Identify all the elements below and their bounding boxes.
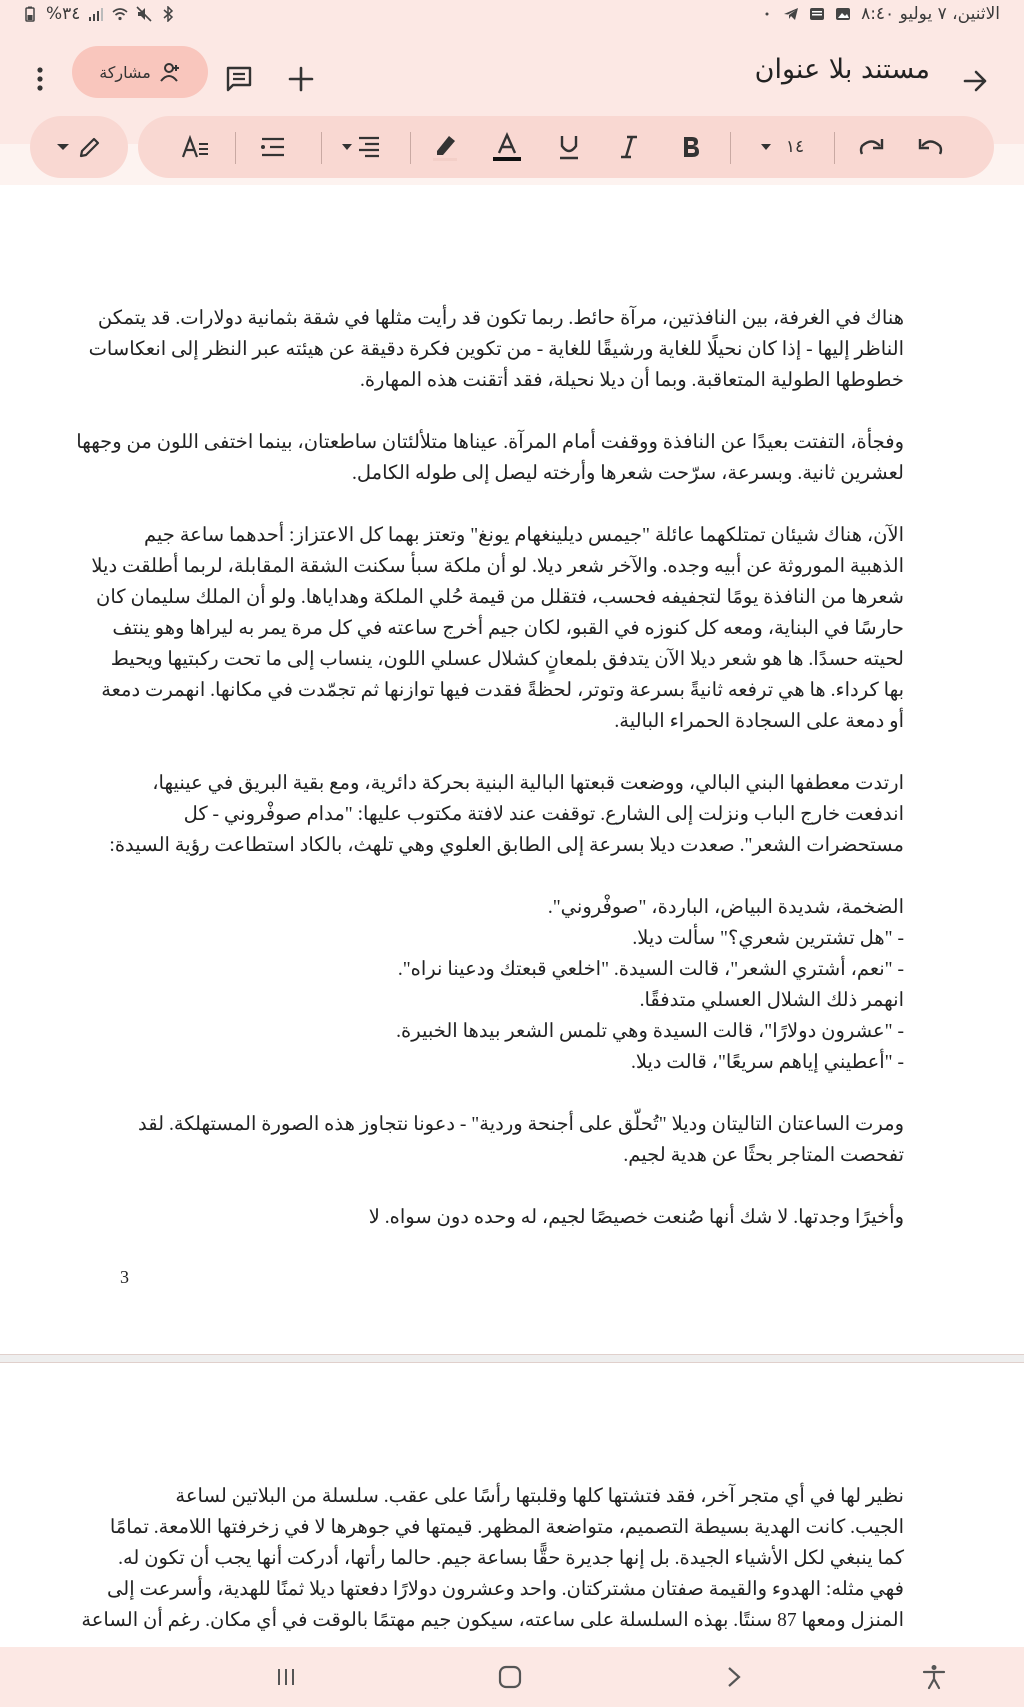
highlight-button[interactable] [422,116,468,178]
signal-icon [88,6,104,22]
align-right-icon [357,136,381,158]
text-color-button[interactable] [484,116,530,178]
italic-icon [619,135,639,159]
text-format-icon [181,135,209,159]
page-body[interactable] [76,303,904,1264]
insert-button[interactable] [276,54,326,104]
italic-button[interactable] [606,116,652,178]
paragraph [120,892,904,1078]
status-right [765,4,1000,24]
telegram-icon [783,6,799,22]
text-line: وفجأة، التفتت بعيدًا عن النافذة ووقفت أمام المرآة. عيناها متلألئتان ساطعتان، بينما اختفى اللون من وجهها [76,432,904,453]
format-toolbar [138,116,994,178]
text-line: المنزل ومعها 87 سنتًا. بهذه السلسلة على ساعته، سيكون جيم مهتمًا بالوقت في أي مكان. رغم أن الساعة [81,1610,904,1631]
paragraph [109,768,904,861]
text-line: هناك في الغرفة، بين النافذتين، مرآة حائط. ربما تكون قد رأيت مثلها في شقة بثمانية دولارات. قد يتمكن [97,308,904,329]
list-button[interactable] [250,116,296,178]
align-button[interactable] [334,116,388,178]
pencil-icon [78,135,102,159]
text-line: الآن، هناك شيئان تمتلكهما عائلة "جيمس ديلينغهام يونغ" وتعتز بهما كل الاعتزاز: أحدهما ساعة جيم [143,525,904,546]
text-line: الضخمة، شديدة البياض، الباردة، "صوفْروني". [547,897,904,918]
toolbar-divider [834,132,835,164]
font-size-selector[interactable] [742,116,822,178]
paragraph [120,1202,904,1233]
recent-apps-button[interactable] [266,1657,306,1697]
redo-icon [858,136,884,158]
share-label: مشاركة [99,62,151,82]
paragraph [91,520,904,737]
underline-button[interactable] [546,116,592,178]
text-line: - "أعطيني إياهم سريعًا"، قالت ديلا. [630,1052,904,1073]
home-button[interactable] [490,1657,530,1697]
toolbar-divider [235,132,236,164]
text-line: لعشرين ثانية. وبسرعة، سرّحت شعرها وأرخته ليصل إلى طوله الكامل. [352,463,904,484]
text-line: مستحضرات الشعر". صعدت ديلا بسرعة إلى الطابق العلوي وهي تلهث، بالكاد استطاعت رؤية السيدة: [109,835,904,856]
plus-icon [288,66,314,92]
text-line: بها كرداء. ها هي ترفعه ثانيةً بسرعة وتوتر، لحظةً فقدت فيها توازنها ثم تجمّدت في مكانها. انهمرت دمعة [101,680,904,701]
undo-icon [918,136,944,158]
status-time-date: الاثنين، ٧ يوليو ٨:٤٠ [861,4,1000,24]
text-line: الذهبية الموروثة عن أبيه وجده. والآخر شعر ديلا. لو أن ملكة سبأ سكنت الشقة المقابلة، لربما أطلقت ديلا [91,556,904,577]
text-line: اندفعت خارج الباب ونزلت إلى الشارع. توقفت عند لافتة مكتوب عليها: "مدام صوفْروني - كل [183,804,904,825]
mute-icon [136,6,152,22]
dropdown-icon [341,143,353,151]
comment-icon [225,65,253,93]
undo-button[interactable] [908,116,954,178]
chevron-down-icon [56,142,70,152]
text-line: انهمر ذلك الشلال العسلي متدفقًا. [639,990,904,1011]
text-line: لحيته حسدًا. ها هو شعر ديلا الآن يتدفق بلمعانٍ كشلال عسلي اللون، ينساب إلى ما تحت ركبتيها ويحيط [110,649,904,670]
toolbar-divider [321,132,322,164]
recents-icon [276,1667,296,1687]
page-number: 3 [120,1267,129,1287]
page-separator [0,1355,1024,1362]
chevron-right-icon [727,1666,741,1688]
text-line: حارسًا في البناية، ومعه كل كنوزه في القبو، لكان جيم أخرج ساعته في كل مرة يمر به ليراها وهو ينتف [112,618,904,639]
home-icon [498,1665,522,1689]
text-line: أو دمعة على السجادة الحمراء البالية. [614,711,904,732]
system-nav-bar [0,1647,1024,1707]
paragraph [88,303,904,396]
bold-icon [681,135,701,159]
text-line: وأخيرًا وجدتها. لا شك أنها صُنعت خصيصًا لجيم، له وحده دون سواه. لا [368,1207,904,1228]
arrow-forward-icon [961,67,989,95]
document-title[interactable]: مستند بلا عنوان [754,54,930,85]
text-line: نظير لها في أي متجر آخر، فقد فتشتها كلها وقلبتها رأسًا على عقب. سلسلة من البلاتين لساعة [175,1486,904,1507]
redo-button[interactable] [848,116,894,178]
comments-button[interactable] [214,54,264,104]
highlighter-icon [431,132,459,162]
battery-icon [22,6,38,22]
text-line: تفحصت المتاجر بحثًا عن هدية لجيم. [623,1145,904,1166]
toolbar-divider [410,132,411,164]
back-button[interactable] [950,56,1000,106]
accessibility-button[interactable] [914,1657,954,1697]
text-line: - "نعم، أشتري الشعر"، قالت السيدة. "اخلعي قبعتك ودعينا نراه". [397,959,904,980]
text-line: ومرت الساعتان التاليتان وديلا "تُحلّق على أجنحة وردية" - دعونا نتجاوز هذه الصورة المستهلكة. لقد [138,1114,904,1135]
paragraph [120,1109,904,1171]
text-line: - "هل تشترين شعري؟" سألت ديلا. [632,928,904,949]
text-line: الجيب. كانت الهدية بسيطة التصميم، متواضعة المظهر. قيمتها في جوهرها لا في زخرفتها اللامعة. تمامًا [109,1517,904,1538]
text-line: ارتدت معطفها البني البالي، ووضعت قبعتها البالية البنية بحركة دائرية، ومع بقية البريق في عينيها، [152,773,904,794]
share-button[interactable] [72,46,208,98]
battery-text: %٣٤ [46,4,81,24]
paragraph [76,427,904,489]
bold-button[interactable] [668,116,714,178]
back-nav-button[interactable] [714,1657,754,1697]
news-icon [809,6,825,22]
page-body[interactable] [81,1481,904,1636]
document-page[interactable] [0,185,1024,1355]
underline-icon [558,134,580,160]
text-color-icon [492,132,522,162]
bulleted-list-icon [260,136,286,158]
document-page[interactable] [0,1362,1024,1647]
text-line: - "عشرون دولارًا"، قالت السيدة وهي تلمس الشعر بيدها الخبيرة. [396,1021,904,1042]
toolbar-divider [730,132,731,164]
edit-mode-button[interactable] [30,116,128,178]
accessibility-icon [922,1664,946,1690]
status-bar [0,0,1024,34]
text-line: الناظر إليها - إذا كان نحيلًا للغاية ورشيقًا للغاية - من تكوين فكرة دقيقة عن هيئته عبر النظر إلى انعكاسات [88,339,904,360]
more-vert-icon [36,66,44,92]
status-left [22,4,176,24]
text-line: فهي مثله: الهدوء والقيمة صفتان مشتركتان. واحد وعشرون دولارًا دفعتها ديلا ثمنًا للهدية، وأسرعت إلى [107,1579,904,1600]
font-size-value: ١٤ [785,137,805,157]
bluetooth-icon [160,6,176,22]
text-line: شعرها من النافذة يومًا لتجفيفه فحسب، فتقلل من قيمة حُلي الملكة وهداياها. ولو أن الملك سليمان كان [96,587,904,608]
dropdown-icon [760,143,772,151]
dot-icon [765,6,773,22]
text-line: كما ينبغي لكل الأشياء الجيدة. بل إنها جديرة حقًّا بساعة جيم. حالما رأتها، أدركت أنها يجب أن تكون له. [118,1548,904,1569]
text-style-button[interactable] [172,116,218,178]
text-line: خطوطها الطولية المتعاقبة. وبما أن ديلا نحيلة، فقد أتقنت هذه المهارة. [359,370,904,391]
gallery-icon [835,6,851,22]
wifi-icon [112,6,128,22]
add-person-icon [159,61,181,83]
more-options-button[interactable] [22,54,58,104]
